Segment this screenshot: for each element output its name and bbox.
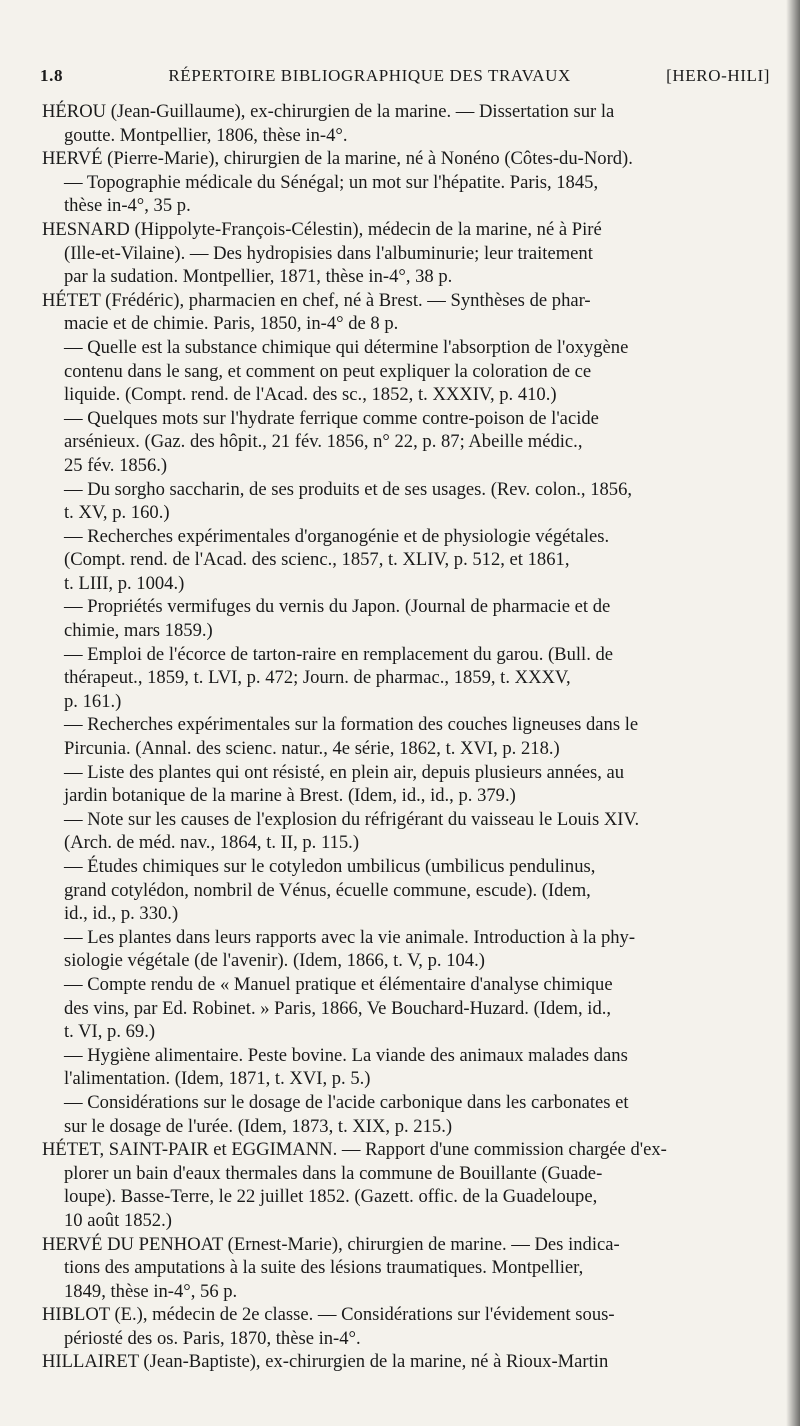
page-edge-shadow (786, 0, 800, 1426)
text-line: id., id., p. 330.) (64, 903, 179, 925)
text-line: — Quelques mots sur l'hydrate ferrique comme contre-poison de l'acide (64, 407, 599, 429)
text-line: plorer un bain d'eaux thermales dans la commune de Bouillante (Guade- (64, 1162, 603, 1184)
text-line: — Recherches expérimentales sur la formation des couches ligneuses dans le (64, 714, 639, 736)
text-line: — Études chimiques sur le cotyledon umbilicus (umbilicus pendulinus, (64, 856, 596, 877)
text-line: — Quelle est la substance chimique qui détermine l'absorption de l'oxygène (64, 336, 629, 358)
text-line: HESNARD (Hippolyte-François-Célestin), médecin de la marine, né à Piré (42, 218, 602, 240)
text-line: — Considérations sur le dosage de l'acide carbonique dans les carbonates et (64, 1091, 629, 1113)
text-line: chimie, mars 1859.) (64, 620, 213, 642)
text-line: macie et de chimie. Paris, 1850, in-4° de 8 p. (64, 313, 399, 335)
text-line: HÉTET, SAINT-PAIR et EGGIMANN. — Rapport d'une commission chargée d'ex- (42, 1139, 667, 1161)
text-line: — Topographie médicale du Sénégal; un mot sur l'hépatite. Paris, 1845, (64, 171, 599, 193)
text-line: thèse in-4°, 35 p. (64, 195, 191, 217)
text-line: l'alimentation. (Idem, 1871, t. XVI, p. 5.) (64, 1068, 371, 1090)
text-line: HIBLOT (E.), médecin de 2e classe. — Considérations sur l'évidement sous- (42, 1304, 615, 1326)
entry-range: [HERO-HILI] (666, 66, 770, 85)
text-line: goutte. Montpellier, 1806, thèse in-4°. (64, 124, 348, 146)
page-number: 1.8 (40, 66, 64, 85)
text-line: HÉROU (Jean-Guillaume), ex-chirurgien de la marine. — Dissertation sur la (42, 101, 615, 122)
text-line: grand cotylédon, nombril de Vénus, écuelle commune, escude). (Idem, (64, 879, 591, 901)
text-line: — Hygiène alimentaire. Peste bovine. La viande des animaux malades dans (64, 1044, 628, 1066)
text-line: — Liste des plantes qui ont résisté, en plein air, depuis plusieurs années, au (64, 761, 625, 783)
text-line: t. XV, p. 160.) (64, 502, 170, 524)
text-line: sur le dosage de l'urée. (Idem, 1873, t. XIX, p. 215.) (64, 1115, 453, 1137)
text-line: 10 août 1852.) (64, 1209, 172, 1231)
text-line: tions des amputations à la suite des lésions traumatiques. Montpellier, (64, 1257, 584, 1279)
text-line: par la sudation. Montpellier, 1871, thèse in-4°, 38 p. (64, 266, 453, 288)
text-line: — Les plantes dans leurs rapports avec la vie animale. Introduction à la phy- (64, 926, 636, 948)
text-line: thérapeut., 1859, t. LVI, p. 472; Journ. de pharmac., 1859, t. XXXV, (64, 667, 571, 689)
bibliography-body (42, 100, 774, 1374)
text-line: — Du sorgho saccharin, de ses produits et de ses usages. (Rev. colon., 1856, (64, 478, 633, 500)
text-line: HERVÉ DU PENHOAT (Ernest-Marie), chirurgien de marine. — Des indica- (42, 1233, 620, 1255)
text-line: 1849, thèse in-4°, 56 p. (64, 1280, 238, 1302)
text-line: loupe). Basse-Terre, le 22 juillet 1852. (Gazett. offic. de la Guadeloupe, (64, 1186, 598, 1208)
text-line: t. VI, p. 69.) (64, 1021, 156, 1043)
text-line: périosté des os. Paris, 1870, thèse in-4°. (64, 1327, 361, 1349)
text-line: jardin botanique de la marine à Brest. (Idem, id., id., p. 379.) (64, 785, 516, 807)
text-line: — Note sur les causes de l'explosion du réfrigérant du vaisseau le Louis XIV. (64, 808, 640, 830)
text-line: siologie végétale (de l'avenir). (Idem, 1866, t. V, p. 104.) (64, 950, 485, 972)
text-line: HERVÉ (Pierre-Marie), chirurgien de la marine, né à Nonéno (Côtes-du-Nord). (42, 148, 633, 170)
text-line: — Compte rendu de « Manuel pratique et élémentaire d'analyse chimique (64, 973, 613, 995)
text-line: (Arch. de méd. nav., 1864, t. II, p. 115.) (64, 832, 360, 854)
page-header (40, 66, 770, 92)
text-line: (Compt. rend. de l'Acad. des scienc., 1857, t. XLIV, p. 512, et 1861, (64, 549, 570, 571)
text-line: HILLAIRET (Jean-Baptiste), ex-chirurgien de la marine, né à Rioux-Martin (42, 1351, 609, 1373)
text-line: arsénieux. (Gaz. des hôpit., 21 fév. 1856, n° 22, p. 87; Abeille médic., (64, 431, 583, 453)
text-line: — Emploi de l'écorce de tarton-raire en remplacement du garou. (Bull. de (64, 643, 614, 665)
text-line: — Propriétés vermifuges du vernis du Japon. (Journal de pharmacie et de (64, 596, 611, 618)
text-line: 25 fév. 1856.) (64, 454, 168, 476)
text-line: — Recherches expérimentales d'organogénie et de physiologie végétales. (64, 525, 610, 547)
text-line: (Ille-et-Vilaine). — Des hydropisies dans l'albuminurie; leur traitement (64, 242, 593, 264)
text-line: p. 161.) (64, 690, 122, 712)
text-line: t. LIII, p. 1004.) (64, 572, 185, 594)
text-line: des vins, par Ed. Robinet. » Paris, 1866, Ve Bouchard-Huzard. (Idem, id., (64, 997, 612, 1019)
text-line: liquide. (Compt. rend. de l'Acad. des sc., 1852, t. XXXIV, p. 410.) (64, 384, 557, 406)
text-line: contenu dans le sang, et comment on peut expliquer la coloration de ce (64, 360, 592, 382)
text-line: HÉTET (Frédéric), pharmacien en chef, né à Brest. — Synthèses de phar- (42, 289, 591, 311)
text-line: Pircunia. (Annal. des scienc. natur., 4e série, 1862, t. XVI, p. 218.) (64, 738, 560, 760)
running-title: RÉPERTOIRE BIBLIOGRAPHIQUE DES TRAVAUX (168, 66, 571, 85)
